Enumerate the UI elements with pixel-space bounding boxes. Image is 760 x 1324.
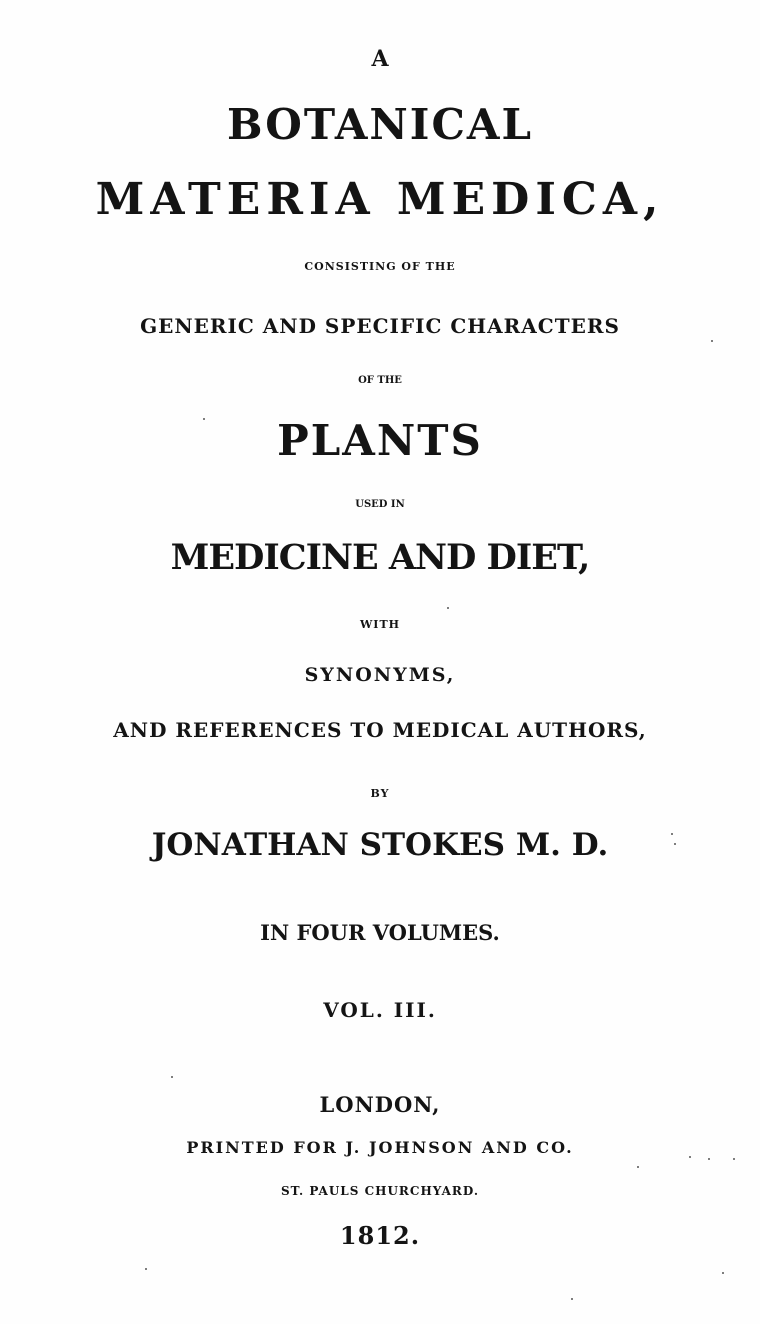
scan-speck xyxy=(708,1158,710,1160)
scan-speck xyxy=(671,833,673,835)
scan-speck xyxy=(674,843,676,845)
generic-specific-characters: GENERIC AND SPECIFIC CHARACTERS xyxy=(140,314,620,338)
with: WITH xyxy=(359,618,401,631)
medicine-and-diet: MEDICINE AND DIET, xyxy=(170,537,590,578)
volume-count: IN FOUR VOLUMES. xyxy=(260,920,500,945)
imprint-city: LONDON, xyxy=(319,1092,441,1117)
used-in: USED IN xyxy=(355,499,405,510)
author-name: JONATHAN STOKES M. D. xyxy=(151,827,609,863)
scan-speck xyxy=(733,1158,735,1160)
scan-speck xyxy=(711,340,713,342)
by: BY xyxy=(370,787,390,800)
scan-speck xyxy=(447,607,449,609)
synonyms: SYNONYMS, xyxy=(304,664,456,686)
imprint-address: ST. PAULS CHURCHYARD. xyxy=(280,1184,480,1198)
title-line-materia-medica: MATERIA MEDICA, xyxy=(95,174,665,225)
scan-speck xyxy=(689,1156,691,1158)
article-a: A xyxy=(371,46,389,72)
scan-speck xyxy=(722,1272,724,1274)
scan-speck xyxy=(171,1076,173,1078)
title-line-botanical: BOTANICAL xyxy=(227,100,533,149)
scan-speck xyxy=(571,1298,573,1300)
of-the: OF THE xyxy=(358,375,402,386)
consisting-of-the: CONSISTING OF THE xyxy=(304,260,456,273)
imprint-year: 1812. xyxy=(339,1221,421,1250)
imprint-printer: PRINTED FOR J. JOHNSON AND CO. xyxy=(186,1138,574,1157)
scan-speck xyxy=(203,418,205,420)
volume-number: VOL. III. xyxy=(323,998,437,1022)
scan-speck xyxy=(637,1166,639,1168)
plants-heading: PLANTS xyxy=(277,416,483,465)
references-to-authors: AND REFERENCES TO MEDICAL AUTHORS, xyxy=(113,718,647,742)
scan-speck xyxy=(145,1268,147,1270)
